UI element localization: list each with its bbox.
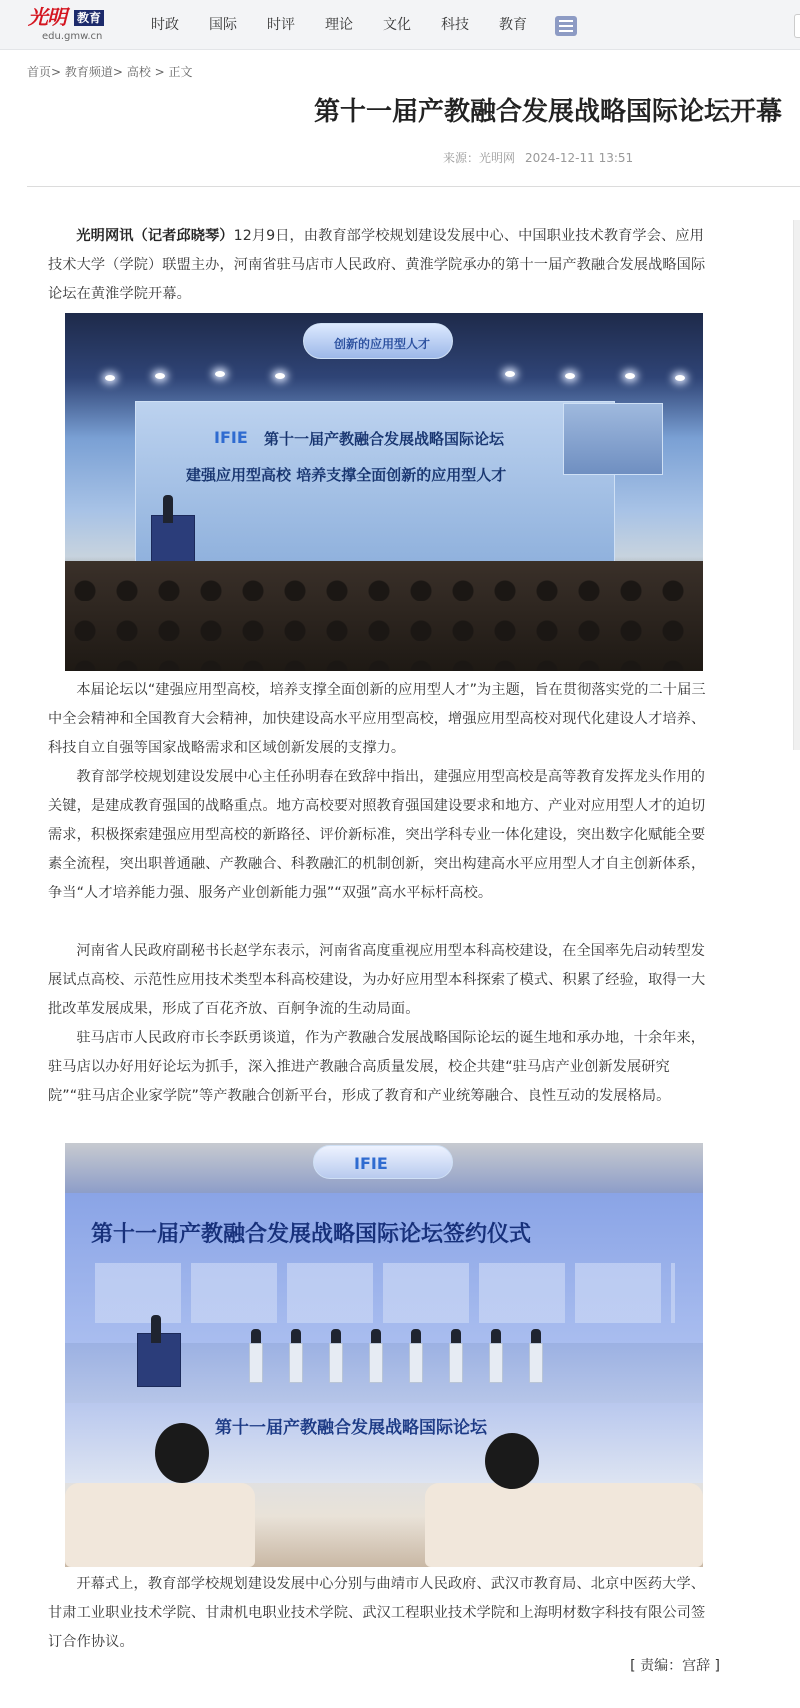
top-navigation-bar	[0, 0, 800, 50]
list-menu-icon[interactable]	[555, 16, 577, 36]
page-title: 第十一届产教融合发展战略国际论坛开幕	[313, 97, 782, 127]
screen-theme: 建强应用型高校 培养支撑全面创新的应用型人才	[186, 466, 507, 484]
stage-banner: 第十一届产教融合发展战略国际论坛	[215, 1418, 487, 1438]
ceremony-screen-title: 第十一届产教融合发展战略国际论坛签约仪式	[91, 1222, 532, 1247]
screen-title: 第十一届产教融合发展战略国际论坛	[264, 430, 505, 448]
article-lead-text: 12月9日，由教育部学校规划建设发展中心、中国职业技术教育学会、应用技术大学（学院）联盟主办，河南省驻马店市人民政府、黄淮学院承办的第十一届产教融合发展战略国际论坛在黄淮学院开幕。	[48, 228, 706, 302]
nav-item-education[interactable]: 教育	[499, 17, 527, 33]
title-divider	[27, 186, 800, 187]
article-paragraph-3: 河南省人民政府副秘书长赵学东表示，河南省高度重视应用型本科高校建设，在全国率先启动转型发展试点高校、示范性应用技术类型本科高校建设，为办好应用型本科探索了模式、积累了经验，取得一大批改革发展成果，形成了百花齐放、百舸争流的生动局面。	[48, 943, 706, 1017]
article-datetime: 2024-12-11 13:51	[525, 151, 634, 165]
article-source: 来源：光明网	[443, 151, 516, 165]
nav-item-technology[interactable]: 科技	[441, 17, 469, 33]
scrollbar[interactable]	[793, 220, 800, 750]
site-logo[interactable]	[28, 6, 112, 44]
article-paragraph-5: 开幕式上，教育部学校规划建设发展中心分别与曲靖市人民政府、武汉市教育局、北京中医药大学、甘肃工业职业技术学院、甘肃机电职业技术学院、武汉工程职业技术学院和上海明材数字科技有限公司签订合作协议。	[48, 1576, 706, 1650]
breadcrumb-education-channel[interactable]: 教育频道	[64, 65, 113, 79]
breadcrumb-current: 正文	[168, 65, 193, 79]
forum-opening-photo	[65, 313, 703, 671]
breadcrumb: 首页> 教育频道> 高校 > 正文	[27, 65, 193, 79]
article-editor: [ 责编：宫辞 ]	[630, 1658, 720, 1674]
banner-text: 创新的应用型人才	[334, 337, 431, 351]
signing-ceremony-photo	[65, 1143, 703, 1567]
nav-item-culture[interactable]: 文化	[383, 17, 411, 33]
logo-url: edu.gmw.cn	[42, 31, 103, 42]
article-paragraph-2: 教育部学校规划建设发展中心主任孙明春在致辞中指出，建强应用型高校是高等教育发挥龙头作用的关键，是建成教育强国的战略重点。地方高校要对照教育强国建设要求和地方、产业对应用型人才的迫切需求，积极探索建强应用型高校的新路径、评价新标准，突出学科专业一体化建设，突出数字化赋能全要素全流程，突出职普通融、产教融合、科教融汇的机制创新，突出构建高水平应用型人才自主创新体系，争当“人才培养能力强、服务产业创新能力强”“双强”高水平标杆高校。	[48, 769, 706, 901]
article-paragraph-4: 驻马店市人民政府市长李跃勇谈道，作为产教融合发展战略国际论坛的诞生地和承办地，十余年来，驻马店以办好用好论坛为抓手，深入推进产教融合高质量发展，校企共建“驻马店产业创新发展研究院”“驻马店企业家学院”等产教融合创新平台，形成了教育和产业统筹融合、良性互动的发展格局。	[48, 1030, 706, 1104]
nav-item-commentary[interactable]: 时评	[267, 17, 295, 33]
logo-text: 光明	[28, 5, 66, 29]
nav-item-politics[interactable]: 时政	[151, 17, 179, 33]
screen-logo-2: IFIE	[354, 1154, 388, 1173]
nav-item-international[interactable]: 国际	[209, 17, 237, 33]
article-paragraph-1: 本届论坛以“建强应用型高校，培养支撑全面创新的应用型人才”为主题，旨在贯彻落实党的二十届三中全会精神和全国教育大会精神，加快建设高水平应用型高校，增强应用型高校对现代化建设人才培养、科技自立自强等国家战略需求和区域创新发展的支撑力。	[48, 682, 706, 756]
screen-logo: IFIE	[214, 428, 248, 447]
breadcrumb-home[interactable]: 首页	[27, 65, 52, 79]
search-box-edge[interactable]	[794, 14, 800, 38]
breadcrumb-universities[interactable]: 高校	[126, 65, 151, 79]
logo-badge: 教育	[74, 10, 104, 26]
article-lead-paragraph	[48, 222, 708, 309]
article-lead-byline: 光明网讯（记者邱晓琴）	[76, 228, 234, 244]
nav-item-theory[interactable]: 理论	[325, 17, 353, 33]
article-meta	[443, 150, 633, 166]
